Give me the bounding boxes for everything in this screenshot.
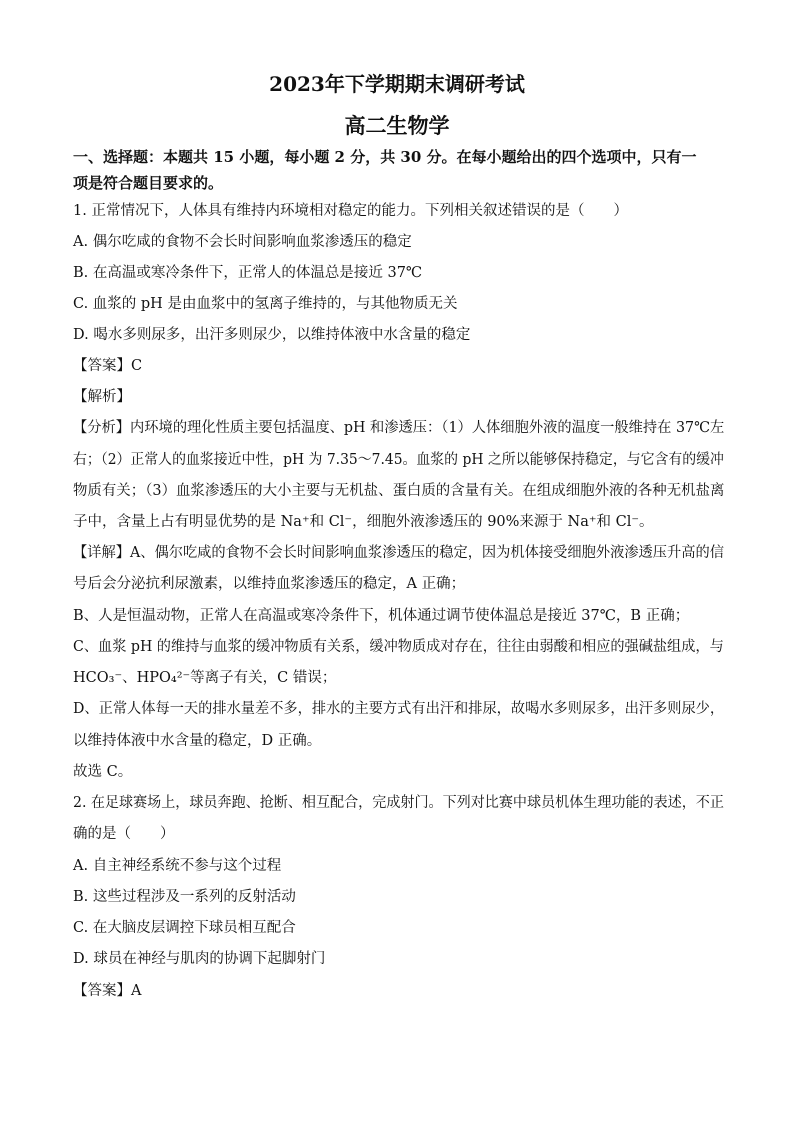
q1-xiangjie-line-6: D、正常人体每一天的排水量差不多，排水的主要方式有出汗和排尿，故喝水多则尿多，出汗多则尿少，	[73, 701, 725, 717]
q2-option-d: D. 球员在神经与肌肉的协调下起脚射门	[73, 951, 326, 967]
q1-xiangjie-line-5: HCO₃⁻、HPO₄²⁻等离子有关，C 错误；	[73, 670, 337, 686]
q1-fenxi-line-3: 物质有关；（3）血浆渗透压的大小主要与无机盐、蛋白质的含量有关。在组成细胞外液的各种无机盐离	[73, 483, 725, 499]
q1-xiangjie-line-2: 号后会分泌抗利尿激素，以维持血浆渗透压的稳定，A 正确；	[73, 576, 466, 592]
section-heading-line-1: 一、选择题：本题共 15 小题，每小题 2 分，共 30 分。在每小题给出的四个选项中，只有一	[73, 148, 697, 166]
q1-fenxi-line-1: 【分析】内环境的理化性质主要包括温度、pH 和渗透压：（1）人体细胞外液的温度一般维持在 37℃左	[73, 420, 725, 436]
q1-option-a: A. 偶尔吃咸的食物不会长时间影响血浆渗透压的稳定	[73, 234, 412, 250]
q1-conclusion: 故选 C。	[73, 764, 133, 780]
subject-title: 高二生物学	[344, 113, 450, 138]
q1-answer: 【答案】C	[73, 358, 143, 374]
q1-xiangjie-line-7: 以维持体液中水含量的稳定，D 正确。	[73, 733, 322, 749]
q1-option-c: C. 血浆的 pH 是由血浆中的氢离子维持的，与其他物质无关	[73, 296, 458, 312]
q2-option-a: A. 自主神经系统不参与这个过程	[73, 858, 282, 874]
q2-option-c: C. 在大脑皮层调控下球员相互配合	[73, 920, 296, 936]
q2-option-b: B. 这些过程涉及一系列的反射活动	[73, 889, 296, 905]
q1-option-d: D. 喝水多则尿多，出汗多则尿少，以维持体液中水含量的稳定	[73, 327, 471, 343]
q1-fenxi-line-4: 子中，含量上占有明显优势的是 Na⁺和 Cl⁻，细胞外液渗透压的 90%来源于 Na⁺和 Cl⁻。	[73, 514, 654, 530]
q2-stem-line-2: 确的是（ ）	[73, 826, 175, 842]
q2-stem-line-1: 2. 在足球赛场上，球员奔跑、抢断、相互配合，完成射门。下列对比赛中球员机体生理功能的表述，不正	[73, 795, 724, 811]
q1-analysis-label: 【解析】	[73, 389, 131, 405]
q1-xiangjie-line-1: 【详解】A、偶尔吃咸的食物不会长时间影响血浆渗透压的稳定，因为机体接受细胞外液渗透压升高的信	[73, 545, 724, 561]
q1-stem: 1. 正常情况下，人体具有维持内环境相对稳定的能力。下列相关叙述错误的是（ ）	[73, 203, 628, 219]
q1-fenxi-line-2: 右；（2）正常人的血浆接近中性，pH 为 7.35～7.45。血浆的 pH 之所以能够保持稳定，与它含有的缓冲	[73, 452, 724, 468]
exam-title: 2023年下学期期末调研考试	[269, 72, 525, 96]
q1-xiangjie-line-4: C、血浆 pH 的维持与血浆的缓冲物质有关系，缓冲物质成对存在，往往由弱酸和相应的强碱盐组成，与	[73, 639, 724, 655]
section-heading-line-2: 项是符合题目要求的。	[73, 174, 224, 192]
q1-option-b: B. 在高温或寒冷条件下，正常人的体温总是接近 37℃	[73, 265, 423, 281]
q1-xiangjie-line-3: B、人是恒温动物，正常人在高温或寒冷条件下，机体通过调节使体温总是接近 37℃，B 正确；	[73, 608, 690, 624]
q2-answer: 【答案】A	[73, 983, 142, 999]
